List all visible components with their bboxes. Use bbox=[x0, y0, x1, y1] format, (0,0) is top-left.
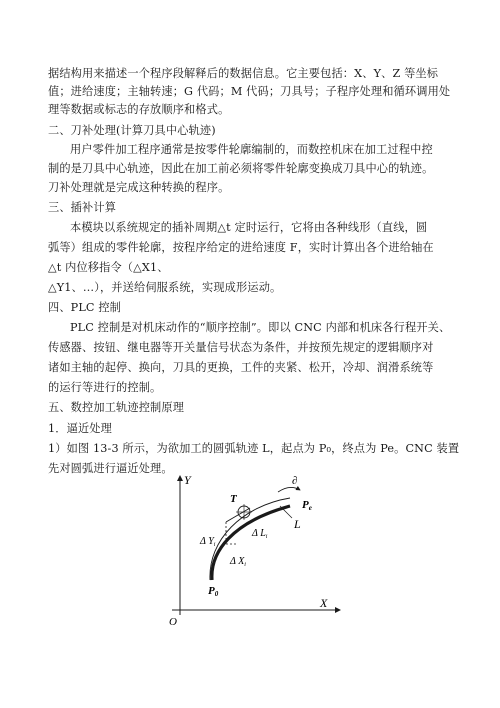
origin-label: O bbox=[169, 616, 177, 628]
arc-approximation-figure bbox=[150, 472, 350, 632]
text-line-7: 刀补处理就是完成这种转换的程序。 bbox=[48, 181, 230, 194]
text-line-12: △Y1、…），并送给伺服系统，实现成形运动。 bbox=[48, 281, 282, 294]
rotation-arrow bbox=[278, 487, 300, 492]
arc-contour-L bbox=[212, 506, 290, 580]
text-line-9: 本模块以系统规定的插补周期△t 定时运行，它将由各种线形（直线，圆 bbox=[70, 221, 428, 234]
label-delta-Xi: Δ $X_i$ bbox=[230, 556, 246, 568]
text-line-16: 诸如主轴的起停、换向，刀具的更换，工件的夹紧、松开，冷却、润滑系统等 bbox=[48, 361, 434, 374]
label-P0: P0 bbox=[208, 585, 219, 598]
text-line-14: PLC 控制是对机床动作的“顺序控制”。即以 CNC 内部和机床各行程开关、 bbox=[70, 321, 451, 334]
section-heading-trajectory: 五、数控加工轨迹控制原理 bbox=[48, 401, 185, 414]
y-axis-label: Y bbox=[184, 473, 191, 487]
label-L: L bbox=[294, 517, 301, 531]
text-line-11: △t 内位移指令（△X1、 bbox=[48, 261, 169, 274]
text-line-5: 用户零件加工程序通常是按零件轮廓编制的，而数控机床在加工过程中控 bbox=[70, 143, 433, 156]
text-line-6: 制的是刀具中心轨迹，因此在加工前必须将零件轮廓变换成刀具中心的轨迹。 bbox=[48, 162, 434, 175]
subsection-heading-approximation: 1．逼近处理 bbox=[48, 422, 112, 435]
text-line-1: 据结构用来描述一个程序段解释后的数据信息。它主要包括：X、Y、Z 等坐标 bbox=[48, 67, 439, 80]
section-heading-tool-compensation: 二、刀补处理(计算刀具中心轨迹) bbox=[48, 124, 216, 137]
text-line-3: 理等数据或标志的存放顺序和格式。 bbox=[48, 103, 230, 116]
text-line-17: 的运行等进行的控制。 bbox=[48, 381, 162, 394]
text-line-2: 值；进给速度；主轴转速；G 代码；M 代码；刀具号；子程序处理和循环调用处 bbox=[48, 85, 451, 98]
section-heading-plc: 四、PLC 控制 bbox=[48, 301, 122, 314]
label-Pe: Pe bbox=[302, 499, 312, 512]
label-delta-Li: Δ $L_i$ bbox=[252, 528, 268, 540]
x-axis-label: X bbox=[320, 596, 328, 610]
text-line-15: 传感器、按钮、继电器等开关量信号状态为条件，并按预先规定的逻辑顺序对 bbox=[48, 341, 434, 354]
label-delta: ∂ bbox=[292, 475, 298, 487]
label-delta-Yi: Δ $Y_i$ bbox=[200, 536, 216, 548]
section-heading-interpolation: 三、插补计算 bbox=[48, 201, 117, 214]
text-line-21: 先对圆弧进行逼近处理。 bbox=[48, 462, 173, 475]
label-T: T bbox=[230, 493, 237, 505]
text-line-10: 弧等）组成的零件轮廓，按程序给定的进给速度 F，实时计算出各个进给轴在 bbox=[48, 241, 434, 254]
text-line-20: 1）如图 13-3 所示，为欲加工的圆弧轨迹 L，起点为 P₀，终点为 Pe。CNC 装置 bbox=[48, 442, 460, 455]
